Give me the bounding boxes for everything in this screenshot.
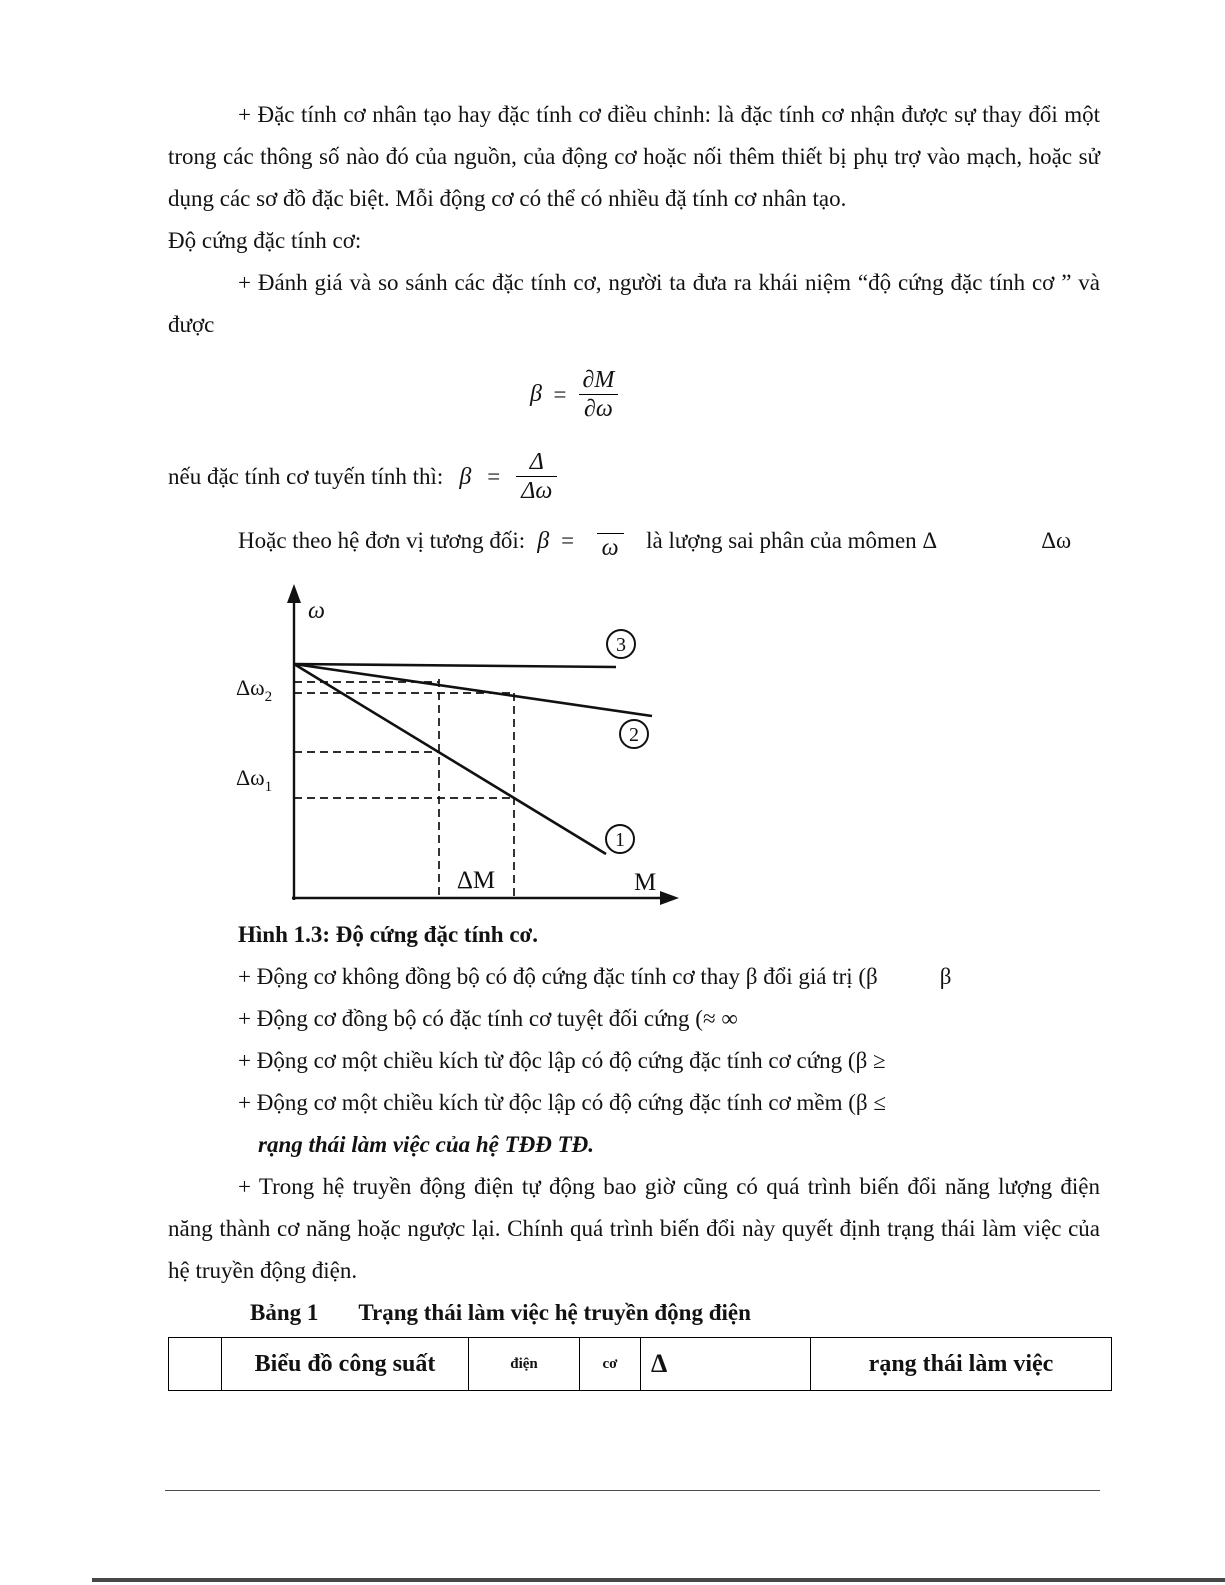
page-content [168, 94, 1100, 1391]
formula1-lhs: β [530, 381, 542, 408]
relative-tail-text: Δω [1041, 528, 1072, 553]
table-1-label: Bảng 1 [250, 1300, 319, 1325]
header-cell-empty [169, 1338, 222, 1391]
curve-3-number: 3 [616, 634, 626, 656]
bullet-async-motor-text: + Động cơ không đồng bộ có độ cứng đặc tính cơ thay β đổi giá trị (β [238, 964, 878, 989]
heading-working-state: rạng thái làm việc của hệ TĐĐ TĐ. [258, 1132, 595, 1157]
linear-prefix-text: nếu đặc tính cơ tuyến tính thì: [168, 464, 444, 489]
formula1-numerator: ∂M [582, 367, 615, 394]
relative-prefix-text: Hoặc theo hệ đơn vị tương đối: [238, 528, 526, 553]
table-1-title-text: Trạng thái làm việc hệ truyền động điện [358, 1300, 751, 1325]
m-axis-label: M [634, 869, 657, 896]
paragraph-stiffness-definition: + Đánh giá và so sánh các đặc tính cơ, người ta đưa ra khái niệm “độ cứng đặc tính cơ ” và được [168, 270, 1100, 337]
working-state-table [168, 1337, 1112, 1391]
formula2-equals: = [487, 464, 501, 489]
bullet-async-motor-tail: β [939, 964, 952, 989]
header-cell-delta: Δ [641, 1338, 811, 1391]
relative-suffix-text: là lượng sai phân của mômen Δ [646, 528, 938, 553]
formula2-fraction [516, 449, 557, 505]
curve-2-number: 2 [629, 724, 639, 746]
figure-caption: Hình 1.3: Độ cứng đặc tính cơ. [238, 922, 539, 947]
formula1-equals: = [551, 381, 568, 407]
header-cell-mechanical: cơ [580, 1338, 641, 1391]
bullet-sync-motor [238, 998, 1100, 1040]
formula1-fraction [577, 367, 619, 423]
formula3-fraction [586, 521, 634, 562]
bullet-dc-stiff [238, 1040, 1100, 1082]
figure-1-3 [224, 582, 694, 914]
paragraph-energy-conversion: + Trong hệ truyền động điện tự động bao giờ cũng có quá trình biến đổi năng lượng điện năng thành cơ năng hoặc ngược lại. Chính quá trình biến đổi này quyết định trạng thái làm việc của hệ truyền động điện. [168, 1174, 1100, 1283]
table-1-title [250, 1292, 1100, 1334]
bullet-sync-motor-text: + Động cơ đồng bộ có đặc tính cơ tuyệt đối cứng (≈ ∞ [238, 1006, 738, 1031]
table-header-row [169, 1338, 1112, 1391]
curve-3-line [294, 664, 616, 667]
formula2-numerator: Δ [529, 449, 544, 476]
delta-omega-1-label: $\Delta\omega_1$ [236, 765, 273, 795]
heading-stiffness: Độ cứng đặc tính cơ: [168, 228, 362, 253]
omega-axis-label: ω [308, 598, 325, 624]
formula2-denominator: Δω [516, 476, 557, 505]
formula3-equals: = [561, 528, 575, 553]
x-axis-arrow [660, 891, 679, 905]
curve-1-number: 1 [615, 829, 625, 851]
page-bottom-edge [92, 1578, 1225, 1582]
header-cell-electric: điện [469, 1338, 580, 1391]
formula3-denominator: ω [597, 533, 624, 562]
delta-m-label: ΔM [456, 867, 496, 894]
formula-beta-partial [530, 356, 1100, 434]
bullet-dc-soft-text: + Động cơ một chiều kích từ độc lập có độ cứng đặc tính cơ mềm (β ≤ [238, 1090, 886, 1115]
header-cell-working-state: rạng thái làm việc [811, 1338, 1112, 1391]
paragraph-artificial-characteristic: + Đặc tính cơ nhân tạo hay đặc tính cơ điều chỉnh: là đặc tính cơ nhận được sự thay đổi một trong các thông số nào đó của nguồn, của động cơ hoặc nối thêm thiết bị phụ trợ vào mạch, hoặc sử dụng các sơ đồ đặc biệt. Mỗi động cơ có thể có nhiều đặ tính cơ nhân tạo. [168, 102, 1100, 211]
curve-2-line [294, 664, 652, 716]
bullet-async-motor [238, 956, 1100, 998]
dashed-construction-lines [294, 679, 514, 898]
formula2-lhs: β [459, 464, 472, 490]
formula3-numerator [586, 521, 634, 533]
line-relative-units [238, 512, 1100, 570]
bullet-dc-stiff-text: + Động cơ một chiều kích từ độc lập có độ cứng đặc tính cơ cứng (β ≥ [238, 1048, 886, 1073]
formula1-denominator: ∂ω [579, 394, 618, 423]
footer-rule [165, 1490, 1100, 1491]
line-linear-characteristic [168, 442, 1100, 512]
header-cell-power-diagram: Biểu đồ công suất [222, 1338, 469, 1391]
delta-omega-2-label: $\Delta\omega_2$ [236, 675, 273, 705]
formula3-lhs: β [537, 528, 550, 554]
bullet-dc-soft [238, 1082, 1100, 1124]
stiffness-graph [224, 582, 694, 914]
y-axis-arrow [287, 584, 301, 603]
